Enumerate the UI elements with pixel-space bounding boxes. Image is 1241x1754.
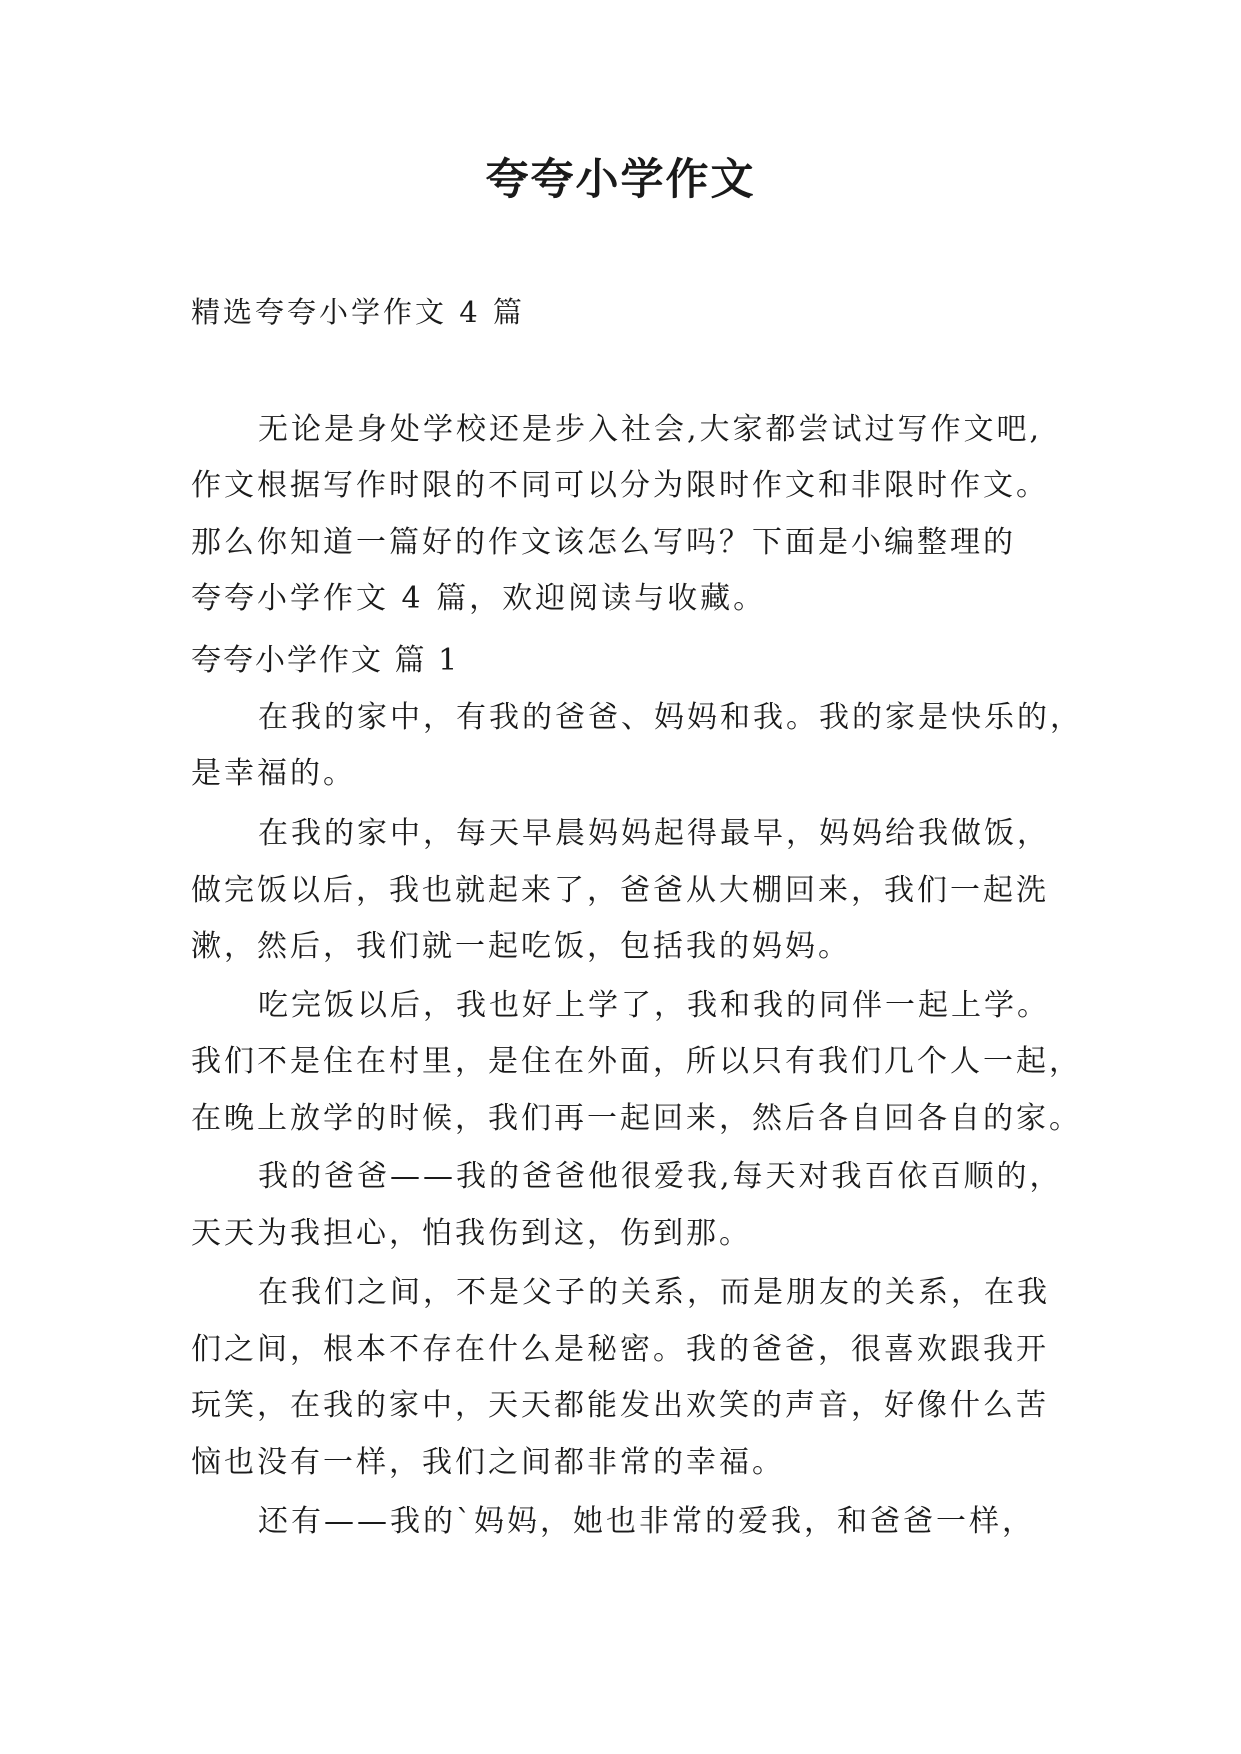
paragraph-line: 玩笑，在我的家中，天天都能发出欢笑的声音，好像什么苦 bbox=[191, 1388, 1049, 1423]
paragraph-line: 夸夸小学作文 4 篇，欢迎阅读与收藏。 bbox=[191, 581, 767, 616]
paragraph-line: 那么你知道一篇好的作文该怎么写吗？下面是小编整理的 bbox=[191, 525, 1016, 560]
paragraph-line: 恼也没有一样，我们之间都非常的幸福。 bbox=[191, 1445, 785, 1480]
paragraph-line: 吃完饭以后，我也好上学了，我和我的同伴一起上学。 bbox=[258, 988, 1050, 1023]
document-title: 夸夸小学作文 bbox=[485, 155, 756, 205]
paragraph-line: 我的爸爸——我的爸爸他很爱我,每天对我百依百顺的， bbox=[258, 1159, 1063, 1194]
paragraph-line: 是幸福的。 bbox=[191, 756, 356, 791]
paragraph-line: 在我的家中，有我的爸爸、妈妈和我。我的家是快乐的， bbox=[258, 700, 1083, 735]
paragraph-line: 我们不是住在村里，是住在外面，所以只有我们几个人一起， bbox=[191, 1044, 1082, 1079]
paragraph-line: 还有——我的`妈妈，她也非常的爱我，和爸爸一样， bbox=[258, 1504, 1035, 1539]
paragraph-line: 在我的家中，每天早晨妈妈起得最早，妈妈给我做饭， bbox=[258, 816, 1050, 851]
paragraph-line: 天天为我担心，怕我伤到这，伤到那。 bbox=[191, 1216, 752, 1251]
section-heading: 夸夸小学作文 篇 1 bbox=[191, 643, 460, 678]
paragraph-line: 们之间，根本不存在什么是秘密。我的爸爸，很喜欢跟我开 bbox=[191, 1332, 1049, 1367]
paragraph-line: 无论是身处学校还是步入社会,大家都尝试过写作文吧, bbox=[258, 412, 1043, 447]
paragraph-line: 漱，然后，我们就一起吃饭，包括我的妈妈。 bbox=[191, 929, 851, 964]
paragraph-line: 在晚上放学的时候，我们再一起回来，然后各自回各自的家。 bbox=[191, 1101, 1082, 1136]
document-subtitle: 精选夸夸小学作文 4 篇 bbox=[191, 295, 525, 329]
paragraph-line: 作文根据写作时限的不同可以分为限时作文和非限时作文。 bbox=[191, 468, 1049, 503]
paragraph-line: 做完饭以后，我也就起来了，爸爸从大棚回来，我们一起洗 bbox=[191, 873, 1049, 908]
paragraph-line: 在我们之间，不是父子的关系，而是朋友的关系，在我 bbox=[258, 1275, 1050, 1310]
